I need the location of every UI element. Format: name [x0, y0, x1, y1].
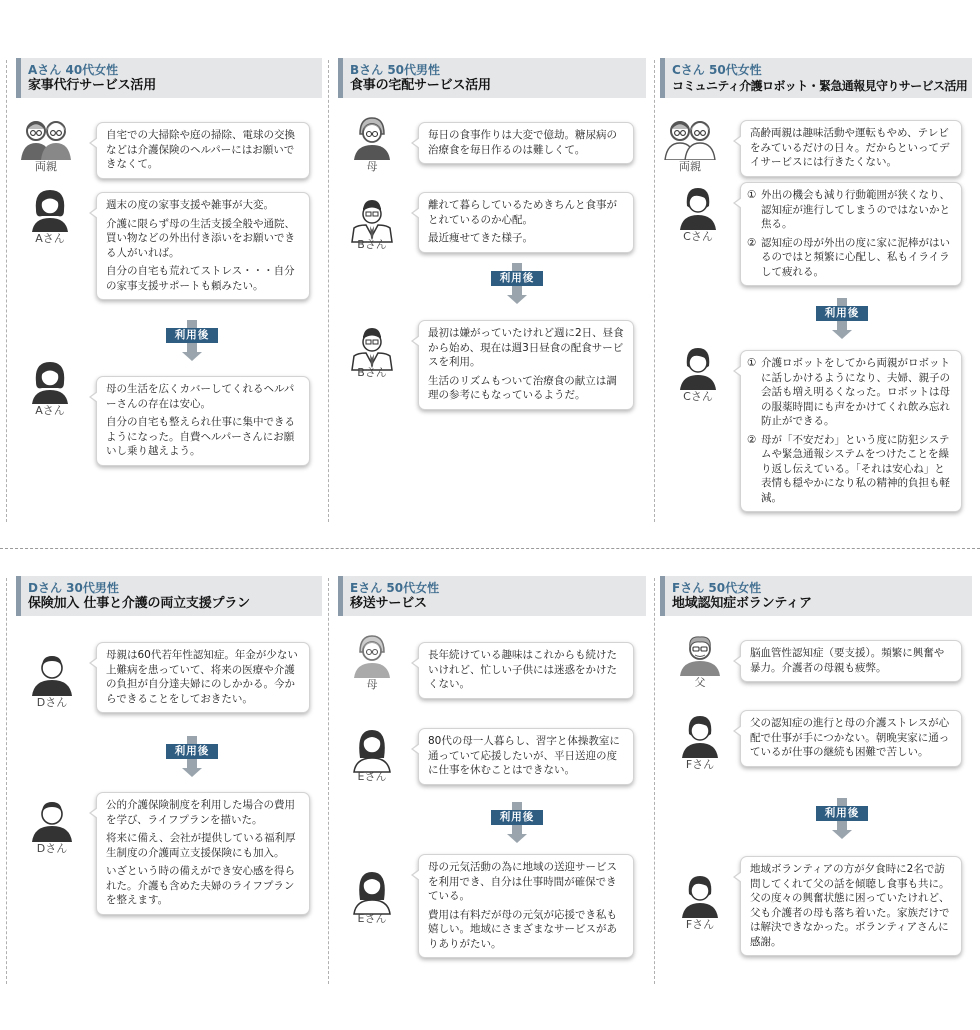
- bubble-text: 公的介護保険制度を利用した場合の費用を学び、ライフプランを描いた。: [106, 799, 295, 826]
- speech-bubble: [418, 854, 634, 958]
- person-e: [344, 866, 400, 925]
- elderly-man-icon: [672, 632, 728, 676]
- woman-short-hair-icon: [670, 346, 726, 390]
- after-use-label: 利用後: [491, 271, 543, 286]
- after-use-label: 利用後: [491, 810, 543, 825]
- speech-bubble: [96, 192, 310, 300]
- numbered-item: [747, 236, 953, 280]
- column-separator: [654, 578, 655, 984]
- case-tag: Fさん 50代女性: [672, 581, 762, 595]
- woman-long-hair-icon: [344, 724, 400, 776]
- person-label: Cさん: [683, 390, 713, 403]
- person-b: [344, 192, 400, 251]
- row-separator: [0, 548, 980, 549]
- woman-icon: [22, 188, 78, 232]
- after-use-arrow: [816, 298, 868, 339]
- bubble-text: 自分の自宅も荒れてストレス・・・自分の家事支援サポートも頼みたい。: [106, 265, 295, 292]
- case-header: [660, 58, 972, 98]
- speech-bubble: [418, 728, 634, 785]
- bubble-text: 毎日の食事作りは大変で億劫。糖尿病の治療食を毎日作るのは難しくて。: [428, 129, 617, 156]
- item-number: ②: [747, 236, 757, 249]
- case-header: [338, 58, 646, 98]
- elderly-couple-icon: [18, 116, 74, 160]
- after-use-arrow: [166, 736, 218, 777]
- speech-bubble: [740, 640, 962, 682]
- speech-bubble: [96, 642, 310, 713]
- bubble-text: 最初は嫌がっていたけれど週に2日、昼食から始め、現在は週3日昼食の配食サービスを利用。: [428, 327, 624, 368]
- person-label: Cさん: [683, 230, 713, 243]
- person-parents: [662, 116, 718, 173]
- person-a: [22, 188, 78, 245]
- item-number: ②: [747, 433, 757, 446]
- speech-bubble: [96, 792, 310, 915]
- bubble-text: 脳血管性認知症（要支援）。頻繁に興奮や暴力。介護者の母親も疲弊。: [750, 647, 945, 674]
- person-label: Dさん: [36, 842, 68, 855]
- case-tag: Aさん 40代女性: [28, 63, 119, 77]
- person-label: 両親: [35, 160, 57, 173]
- woman-long-hair-icon: [344, 866, 400, 918]
- person-d: [24, 798, 80, 855]
- person-label: Aさん: [35, 232, 65, 245]
- after-use-arrow: [491, 263, 543, 304]
- bubble-text: いざという時の備えができ安心感を得られた。介護も含めた夫婦のライフプランを整えます。: [106, 865, 295, 906]
- item-number: ①: [747, 189, 757, 201]
- numbered-item: [747, 433, 953, 506]
- person-f: [672, 870, 728, 931]
- person-label: Fさん: [685, 758, 715, 771]
- bubble-text: 母の生活を広くカバーしてくれるヘルパーさんの存在は安心。: [106, 383, 295, 410]
- after-use-label: 利用後: [166, 744, 218, 759]
- bubble-text: 父の認知症の進行と母の介護ストレスが心配で仕事が手につかない。朝晩実家に通っているが仕事の継続も困難で苦しい。: [750, 717, 950, 758]
- person-label: 母: [366, 678, 378, 691]
- item-number: ①: [747, 357, 757, 369]
- after-use-label: 利用後: [816, 306, 868, 321]
- column-separator: [6, 60, 7, 522]
- person-label: 父: [694, 676, 706, 689]
- item-text: 母が「不安だわ」という度に防犯システムや緊急通報システムをつけたことを繰り返し伝えている。「それは安心ね」と表情も穏やかになり私の精神的負担も軽減。: [761, 433, 950, 504]
- column-separator: [328, 578, 329, 984]
- case-panel-d: [16, 576, 322, 986]
- bubble-text: 地域ボランティアの方が夕食時に2名で訪問してくれて父の話を傾聴し食事も共に。父の度々の興奮状態に困っていたけれど、父も介護者の母も落ち着いた。家族だけでは解決できなかった。ボランティアさんに感謝。: [750, 863, 950, 948]
- bubble-text: 自分の自宅も整えられ仕事に集中できるようになった。自費ヘルパーさんにお願いし乗り越えよう。: [106, 416, 295, 457]
- bubble-text: 母親は60代若年性認知症。年金が少ない上難病を患っていて、将来の医療や介護の負担が自分達夫婦にのしかかる。今からできることをしておきたい。: [106, 649, 298, 705]
- numbered-item: [747, 356, 953, 429]
- person-label: Dさん: [36, 696, 68, 709]
- speech-bubble: [740, 350, 962, 512]
- person-mother: [344, 634, 400, 691]
- person-label: Fさん: [685, 918, 715, 931]
- item-text: 認知症の母が外出の度に家に泥棒がはいるのではと頻繁に心配し、私もイライラして疲れる。: [761, 236, 950, 278]
- man-icon: [24, 798, 80, 842]
- column-separator: [328, 60, 329, 522]
- bubble-text: 自宅での大掃除や庭の掃除、電球の交換などは介護保険のヘルパーにはお願いできなくて。: [106, 129, 295, 170]
- bubble-text: 離れて暮らしているためきちんと食事がとれているのか心配。: [428, 199, 617, 226]
- speech-bubble: [418, 192, 634, 253]
- bubble-text: 最近痩せてきた様子。: [428, 232, 533, 244]
- person-c: [670, 346, 726, 403]
- case-panel-f: [660, 576, 972, 986]
- person-e: [344, 724, 400, 783]
- person-label: Bさん: [357, 366, 387, 379]
- person-mother: [344, 116, 400, 173]
- case-header: [660, 576, 972, 616]
- column-separator: [654, 60, 655, 522]
- woman-short-hair-icon: [672, 870, 728, 922]
- person-label: Eさん: [357, 770, 387, 783]
- item-text: 外出の機会も減り行動範囲が狭くなり、認知症が進行してしまうのではないかと焦る。: [761, 189, 950, 230]
- bubble-text: 長年続けている趣味はこれからも続けたいけれど、忙しい子供には迷惑をかけたくない。: [428, 649, 617, 690]
- case-title: コミュニティ介護ロボット・緊急通報見守りサービス活用: [672, 79, 968, 93]
- person-father: [672, 632, 728, 689]
- person-d: [24, 652, 80, 709]
- person-label: 両親: [679, 160, 701, 173]
- woman-short-hair-icon: [670, 186, 726, 230]
- speech-bubble: [740, 856, 962, 956]
- person-label: Bさん: [357, 238, 387, 251]
- speech-bubble: [418, 122, 634, 164]
- case-title: 地域認知症ボランティア: [672, 596, 812, 611]
- person-label: Eさん: [357, 912, 387, 925]
- after-use-label: 利用後: [166, 328, 218, 343]
- elderly-woman-icon: [344, 634, 400, 678]
- numbered-item: [747, 188, 953, 232]
- speech-bubble: [96, 122, 310, 179]
- elderly-couple-icon: [662, 116, 718, 160]
- case-header: [338, 576, 646, 616]
- speech-bubble: [740, 182, 962, 286]
- person-parents: [18, 116, 74, 173]
- person-a: [22, 360, 78, 417]
- speech-bubble: [418, 320, 634, 410]
- case-title: 家事代行サービス活用: [28, 78, 157, 93]
- case-tag: Cさん 50代女性: [672, 63, 762, 77]
- case-tag: Bさん 50代男性: [350, 63, 441, 77]
- person-b: [344, 320, 400, 379]
- bubble-text: 80代の母一人暮らし、習字と体操教室に通っていて応援したいが、平日送迎の度に仕事を休むことはできない。: [428, 735, 620, 776]
- case-panel-b: [338, 58, 646, 528]
- after-use-arrow: [816, 798, 868, 839]
- speech-bubble: [740, 120, 962, 177]
- elderly-woman-icon: [344, 116, 400, 160]
- woman-icon: [22, 360, 78, 404]
- bubble-text: 母の元気活動の為に地域の送迎サービスを利用でき、自分は仕事時間が確保できている。: [428, 861, 617, 902]
- man-icon: [24, 652, 80, 696]
- speech-bubble: [740, 710, 962, 767]
- column-separator: [6, 578, 7, 984]
- bubble-text: 生活のリズムもついて治療食の献立は調理の参考にもなっているようだ。: [428, 374, 617, 401]
- person-label: Aさん: [35, 404, 65, 417]
- person-f: [672, 710, 728, 771]
- bubble-text: 介護に限らず母の生活支援全般や通院、買い物などの外出付き添いをお願いできる人がいれば。: [106, 217, 295, 259]
- case-tag: Dさん 30代男性: [28, 581, 119, 595]
- case-title: 食事の宅配サービス活用: [350, 78, 491, 93]
- after-use-label: 利用後: [816, 806, 868, 821]
- case-header: [16, 576, 322, 616]
- speech-bubble: [418, 642, 634, 699]
- speech-bubble: [96, 376, 310, 466]
- case-tag: Eさん 50代女性: [350, 581, 440, 595]
- case-title: 移送サービス: [350, 596, 427, 611]
- bubble-text: 将来に備え、会社が提供している福利厚生制度の介護両立支援保険にも加入。: [106, 832, 296, 859]
- case-header: [16, 58, 322, 98]
- item-text: 介護ロボットをしてから両親がロボットに話しかけるようになり、夫婦、親子の会話も増え明るくなった。ロボットは母の服薬時間にも声をかけてくれ飲み忘れ防止ができる。: [761, 357, 950, 427]
- bubble-text: 費用は有料だが母の元気が応援でき私も嬉しい。地域にさまざまなサービスがありありがたい。: [428, 908, 617, 950]
- case-panel-e: [338, 576, 646, 986]
- bubble-text: 高齢両親は趣味活動や運転もやめ、テレビをみているだけの日々。だからといってデイサービスには行きたくない。: [750, 127, 950, 168]
- case-panel-c: [660, 58, 972, 528]
- person-c: [670, 186, 726, 243]
- bubble-text: 週末の度の家事支援や雑事が大変。: [106, 199, 274, 211]
- after-use-arrow: [166, 320, 218, 361]
- after-use-arrow: [491, 802, 543, 843]
- woman-short-hair-icon: [672, 710, 728, 762]
- case-title: 保険加入 仕事と介護の両立支援プラン: [28, 596, 250, 611]
- case-panel-a: [16, 58, 322, 528]
- person-label: 母: [366, 160, 378, 173]
